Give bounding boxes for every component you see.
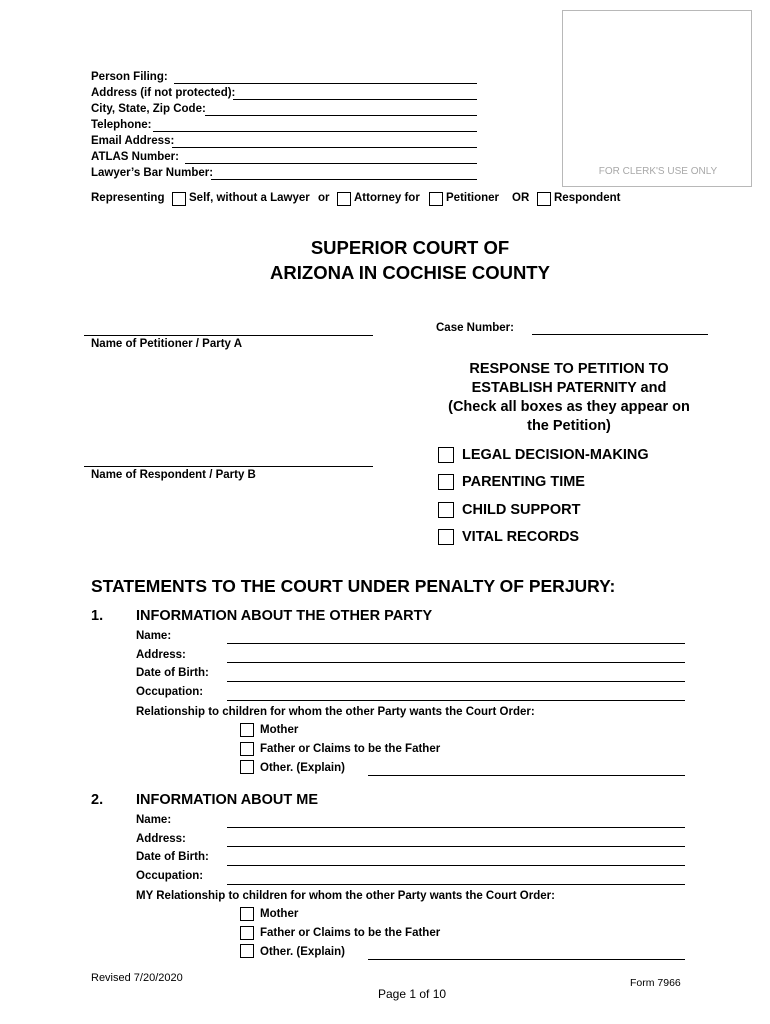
my-address-label: Address: — [136, 833, 186, 845]
telephone-field[interactable] — [153, 131, 477, 132]
person-filing-field[interactable] — [174, 83, 477, 84]
parenting-time-checkbox[interactable] — [438, 474, 454, 490]
my-explain-field[interactable] — [368, 959, 685, 960]
vital-records-label: VITAL RECORDS — [462, 529, 580, 545]
city-state-zip-label: City, State, Zip Code: — [91, 103, 206, 115]
person-filing-label: Person Filing: — [91, 71, 168, 83]
other-explain-field[interactable] — [368, 775, 685, 776]
respondent-label: Name of Respondent / Party B — [91, 469, 256, 481]
section1-number: 1. — [91, 608, 104, 624]
other-address-field[interactable] — [227, 662, 685, 663]
page-number: Page 1 of 10 — [378, 987, 447, 1001]
my-mother-checkbox[interactable] — [240, 907, 254, 921]
my-other-label: Other. (Explain) — [260, 946, 345, 958]
representing-label: Representing — [91, 192, 165, 204]
self-label: Self, without a Lawyer — [189, 192, 310, 204]
statements-heading: STATEMENTS TO THE COURT UNDER PENALTY OF PERJURY: — [91, 576, 616, 596]
response-title-line3: (Check all boxes as they appear on — [448, 399, 690, 415]
my-mother-label: Mother — [260, 908, 299, 920]
other-relationship-label: Relationship to children for whom the other Party wants the Court Order: — [136, 706, 535, 718]
section2-number: 2. — [91, 792, 104, 808]
petitioner-checkbox[interactable] — [429, 192, 443, 206]
or-label-2: OR — [512, 192, 530, 204]
my-dob-field[interactable] — [227, 865, 685, 866]
respondent-checkbox[interactable] — [537, 192, 551, 206]
clerk-use-box — [562, 10, 752, 187]
atlas-label: ATLAS Number: — [91, 151, 179, 163]
other-other-checkbox[interactable] — [240, 760, 254, 774]
bar-number-label: Lawyer’s Bar Number: — [91, 167, 214, 179]
section1-title: INFORMATION ABOUT THE OTHER PARTY — [136, 608, 433, 624]
attorney-checkbox[interactable] — [337, 192, 351, 206]
my-address-field[interactable] — [227, 846, 685, 847]
petitioner-label: Petitioner — [446, 192, 500, 204]
email-label: Email Address: — [91, 135, 175, 147]
other-mother-label: Mother — [260, 724, 299, 736]
my-occupation-field[interactable] — [227, 884, 685, 885]
my-dob-label: Date of Birth: — [136, 851, 209, 863]
address-label: Address (if not protected): — [91, 87, 236, 99]
court-title-line2: ARIZONA IN COCHISE COUNTY — [270, 262, 550, 283]
legal-decision-making-checkbox[interactable] — [438, 447, 454, 463]
respondent-label: Respondent — [554, 192, 621, 204]
parenting-time-label: PARENTING TIME — [462, 474, 585, 490]
response-title-line2: ESTABLISH PATERNITY and — [471, 380, 667, 396]
response-title-line1: RESPONSE TO PETITION TO — [469, 361, 669, 377]
my-father-checkbox[interactable] — [240, 926, 254, 940]
my-relationship-label: MY Relationship to children for whom the other Party wants the Court Order: — [136, 890, 555, 902]
petitioner-label: Name of Petitioner / Party A — [91, 338, 243, 350]
other-occupation-field[interactable] — [227, 700, 685, 701]
child-support-label: CHILD SUPPORT — [462, 502, 581, 518]
response-title-line4: the Petition) — [527, 418, 611, 434]
city-state-zip-field[interactable] — [205, 115, 477, 116]
other-father-label: Father or Claims to be the Father — [260, 743, 441, 755]
revised-date: Revised 7/20/2020 — [91, 972, 183, 984]
court-title-line1: SUPERIOR COURT OF — [310, 237, 510, 258]
other-name-field[interactable] — [227, 643, 685, 644]
my-name-field[interactable] — [227, 827, 685, 828]
vital-records-checkbox[interactable] — [438, 529, 454, 545]
other-address-label: Address: — [136, 649, 186, 661]
telephone-label: Telephone: — [91, 119, 152, 131]
petitioner-name-field[interactable] — [84, 335, 373, 336]
address-field[interactable] — [233, 99, 477, 100]
other-father-checkbox[interactable] — [240, 742, 254, 756]
bar-number-field[interactable] — [211, 179, 477, 180]
other-other-label: Other. (Explain) — [260, 762, 345, 774]
section2-title: INFORMATION ABOUT ME — [136, 792, 319, 808]
child-support-checkbox[interactable] — [438, 502, 454, 518]
attorney-label: Attorney for — [354, 192, 420, 204]
other-dob-label: Date of Birth: — [136, 667, 209, 679]
other-occupation-label: Occupation: — [136, 686, 204, 698]
case-number-field[interactable] — [532, 334, 708, 335]
other-dob-field[interactable] — [227, 681, 685, 682]
case-number-label: Case Number: — [436, 322, 514, 334]
my-other-checkbox[interactable] — [240, 944, 254, 958]
my-occupation-label: Occupation: — [136, 870, 204, 882]
other-mother-checkbox[interactable] — [240, 723, 254, 737]
form-number: Form 7966 — [630, 977, 681, 989]
self-checkbox[interactable] — [172, 192, 186, 206]
email-field[interactable] — [172, 147, 477, 148]
atlas-field[interactable] — [185, 163, 477, 164]
my-father-label: Father or Claims to be the Father — [260, 927, 441, 939]
my-name-label: Name: — [136, 814, 172, 826]
or-label: or — [318, 192, 330, 204]
other-name-label: Name: — [136, 630, 172, 642]
legal-decision-making-label: LEGAL DECISION-MAKING — [462, 447, 649, 463]
clerk-use-label: FOR CLERK'S USE ONLY — [598, 166, 718, 177]
respondent-name-field[interactable] — [84, 466, 373, 467]
